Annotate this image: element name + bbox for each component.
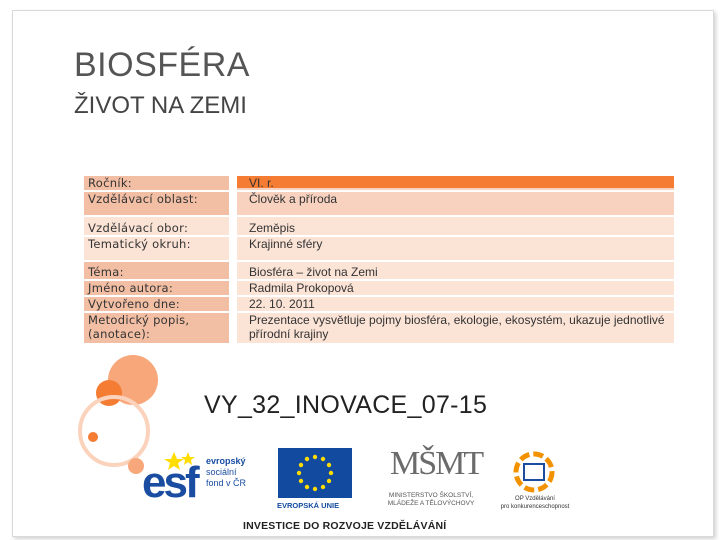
row-value: VI. r. [237, 176, 674, 190]
row-label: Tematický okruh: [84, 237, 229, 260]
msmt-logo-icon: MŠMT [390, 445, 483, 482]
esf-text: evropský sociální fond v ČR [206, 456, 247, 488]
slide-title: BIOSFÉRA [74, 46, 250, 84]
eu-flag-icon [278, 448, 352, 498]
material-code: VY_32_INOVACE_07-15 [204, 391, 488, 419]
row-value: Prezentace vysvětluje pojmy biosféra, ekologie, ekosystém, ukazuje jednotlivé přírodní krajiny [237, 313, 674, 343]
table-row [84, 313, 674, 343]
row-value: 22. 10. 2011 [237, 297, 674, 311]
row-value: Člověk a příroda [237, 192, 674, 215]
op-logo-icon [504, 448, 564, 496]
row-value: Zeměpis [237, 217, 674, 235]
table-row [84, 192, 674, 215]
esf-wordmark: esf [142, 458, 197, 507]
row-label: Vzdělávací oblast: [84, 192, 229, 215]
info-table [84, 174, 674, 345]
row-value: Radmila Prokopová [237, 281, 674, 295]
row-value: Biosféra – život na Zemi [237, 262, 674, 279]
table-row [84, 262, 674, 279]
logo-strip [128, 440, 578, 535]
row-label: Ročník: [84, 176, 229, 190]
table-row [84, 281, 674, 295]
op-text: OP Vzdělávání pro konkurenceschopnost [500, 496, 570, 510]
table-row [84, 297, 674, 311]
msmt-text: MINISTERSTVO ŠKOLSTVÍ, MLÁDEŽE A TĚLOVÝCHOVY [387, 492, 475, 507]
row-label: Metodický popis, (anotace): [84, 313, 229, 343]
row-label: Jméno autora: [84, 281, 229, 295]
table-row [84, 237, 674, 260]
table-row [84, 176, 674, 190]
row-label: Vytvořeno dne: [84, 297, 229, 311]
row-value: Krajinné sféry [237, 237, 674, 260]
table-row [84, 217, 674, 235]
row-label: Téma: [84, 262, 229, 279]
investment-slogan: INVESTICE DO ROZVOJE VZDĚLÁVÁNÍ [243, 520, 447, 532]
slide-subtitle: ŽIVOT NA ZEMI [74, 92, 247, 119]
eu-caption: EVROPSKÁ UNIE [277, 501, 340, 510]
row-label: Vzdělávací obor: [84, 217, 229, 235]
